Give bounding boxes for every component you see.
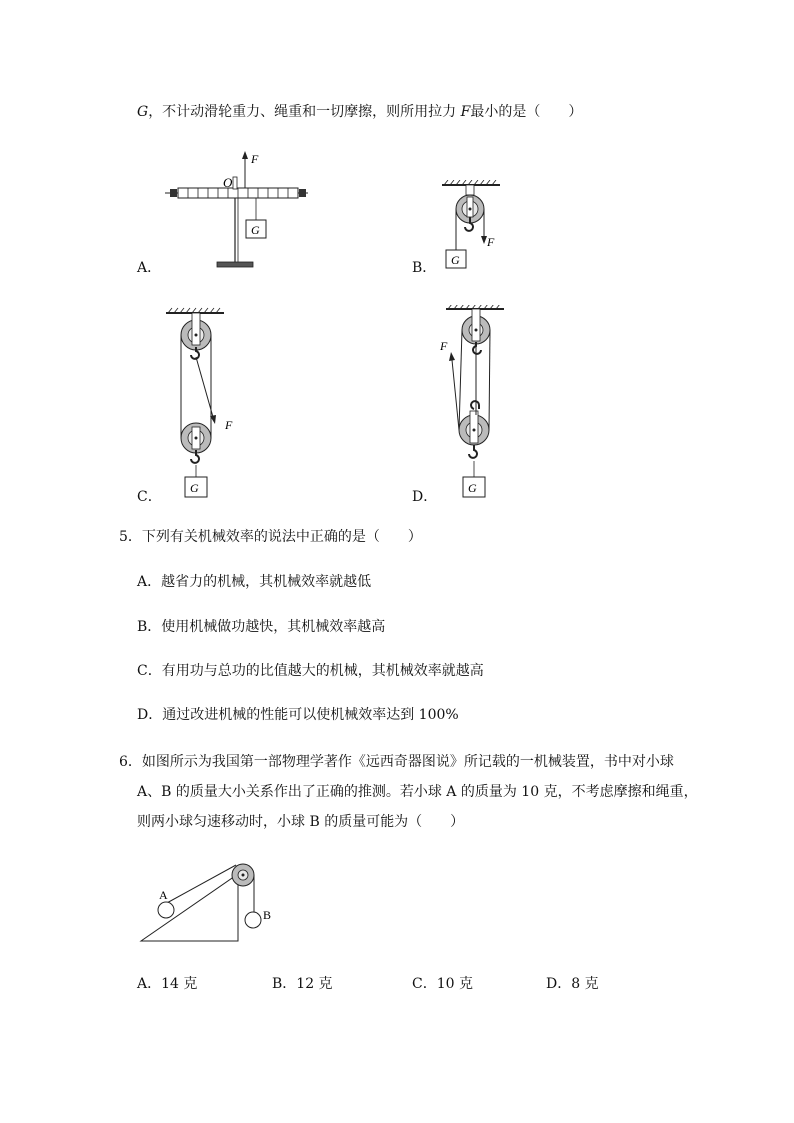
- q4-stem: [137, 102, 582, 122]
- figure-c-pulley-block: [160, 305, 250, 500]
- q5-option-a: A．越省力的机械，其机械效率就越低: [137, 574, 372, 590]
- figure-ball-b-label: B: [263, 908, 272, 922]
- figure-a-force-label: F: [251, 152, 259, 166]
- q6-option-a: A．14 克: [137, 976, 198, 992]
- q5-option-b: B．使用机械做功越快，其机械效率越高: [137, 619, 386, 635]
- q6-stem-line-2: A、B 的质量大小关系作出了正确的推测。若小球 A 的质量为 10 克，不考虑摩擦和绳重，: [137, 784, 698, 800]
- q6-stem-line-3: 则两小球匀速移动时，小球 B 的质量可能为（ ）: [137, 814, 465, 830]
- q6-stem-line-1: 6．如图所示为我国第一部物理学著作《远西奇器图说》所记载的一机械装置，书中对小球: [119, 754, 674, 770]
- q4-stem-end: 最小的是（ ）: [470, 104, 583, 120]
- figure-d-force-label: F: [440, 339, 448, 353]
- q4-stem-var-f: F: [460, 104, 471, 120]
- figure-d-weight-label: G: [468, 481, 477, 495]
- q4-stem-var-g: G: [137, 104, 149, 120]
- figure-c-weight-label: G: [190, 481, 199, 495]
- q6-option-b: B．12 克: [272, 976, 333, 992]
- figure-incline-pulley: [135, 850, 285, 950]
- option-c-label: C．: [137, 489, 162, 505]
- option-d-label: D．: [412, 489, 438, 505]
- figure-b-fixed-pulley: [436, 180, 516, 275]
- figure-b-force-label: F: [487, 235, 495, 249]
- figure-d-pulley-block: [436, 305, 526, 500]
- figure-ball-a-label: A: [159, 888, 168, 902]
- q6-option-d: D．8 克: [546, 976, 599, 992]
- figure-a-weight-label: G: [251, 223, 260, 237]
- figure-a-pivot-label: O: [223, 175, 233, 190]
- option-a-label: A．: [137, 260, 162, 276]
- figure-c-force-label: F: [225, 418, 233, 432]
- q5-option-d: D．通过改进机械的性能可以使机械效率达到 100%: [137, 707, 459, 723]
- option-b-label: B．: [412, 260, 437, 276]
- q5-option-c: C．有用功与总功的比值越大的机械，其机械效率就越高: [137, 663, 484, 679]
- figure-b-weight-label: G: [451, 253, 460, 267]
- q5-stem: 5．下列有关机械效率的说法中正确的是（ ）: [119, 529, 422, 545]
- q4-stem-mid: ，不计动滑轮重力、绳重和一切摩擦，则所用拉力: [148, 104, 461, 120]
- q6-option-c: C．10 克: [412, 976, 473, 992]
- figure-a-lever: [160, 145, 320, 275]
